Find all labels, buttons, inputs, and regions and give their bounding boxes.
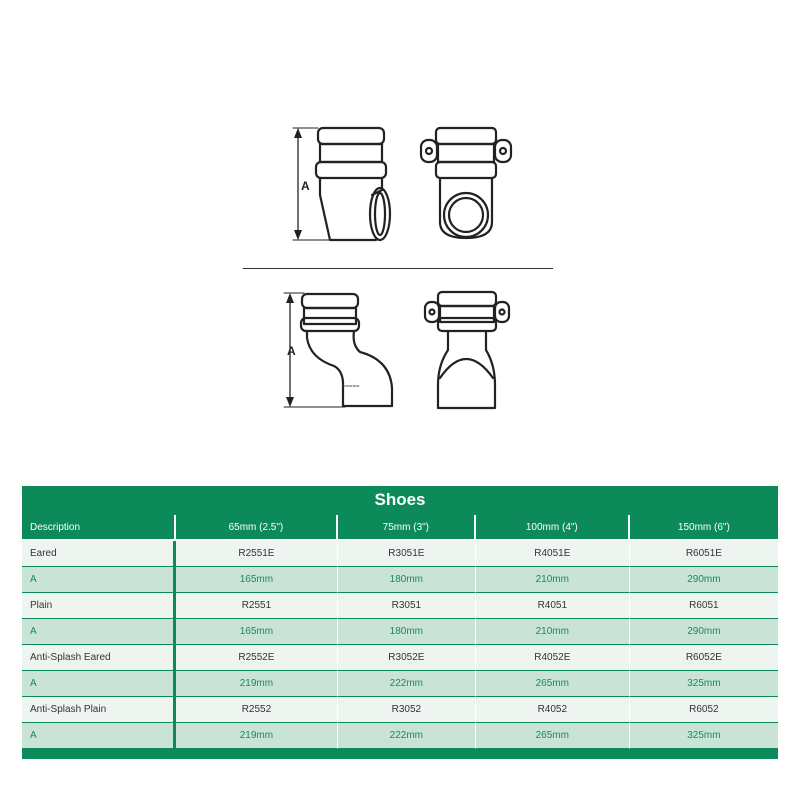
- header-100mm: 100mm (4"): [476, 515, 630, 541]
- product-code-cell: R3051: [338, 593, 476, 619]
- row-label: A: [22, 567, 176, 593]
- dimension-cell: 165mm: [176, 567, 338, 593]
- product-code-cell: R6051E: [630, 541, 778, 567]
- row-label: Anti-Splash Plain: [22, 697, 176, 723]
- product-code-cell: R4052E: [476, 645, 630, 671]
- product-code-cell: R3052: [338, 697, 476, 723]
- row-label: Anti-Splash Eared: [22, 645, 176, 671]
- table-row: [22, 541, 778, 567]
- shoe-front-view-icon: [421, 128, 511, 238]
- anti-splash-front-view-icon: [425, 292, 509, 408]
- table-row: [22, 645, 778, 671]
- section-divider: [243, 268, 553, 269]
- dimension-cell: 222mm: [338, 671, 476, 697]
- dimension-cell: 210mm: [476, 567, 630, 593]
- row-label: A: [22, 619, 176, 645]
- product-code-cell: R3051E: [338, 541, 476, 567]
- anti-splash-side-view-icon: [284, 293, 392, 407]
- dimension-label-a-bottom: A: [287, 344, 296, 358]
- shoes-table: [22, 486, 778, 759]
- product-code-cell: R2552: [176, 697, 338, 723]
- header-65mm: 65mm (2.5"): [176, 515, 338, 541]
- dimension-cell: 290mm: [630, 567, 778, 593]
- specification-table: [22, 515, 778, 749]
- dimension-cell: 165mm: [176, 619, 338, 645]
- product-code-cell: R4051: [476, 593, 630, 619]
- table-row: [22, 671, 778, 697]
- product-code-cell: R3052E: [338, 645, 476, 671]
- product-code-cell: R4051E: [476, 541, 630, 567]
- dimension-cell: 210mm: [476, 619, 630, 645]
- dimension-cell: 265mm: [476, 723, 630, 749]
- product-code-cell: R4052: [476, 697, 630, 723]
- table-row: [22, 593, 778, 619]
- dimension-cell: 219mm: [176, 723, 338, 749]
- product-code-cell: R2551E: [176, 541, 338, 567]
- product-code-cell: R6052: [630, 697, 778, 723]
- header-150mm: 150mm (6"): [630, 515, 778, 541]
- product-code-cell: R2551: [176, 593, 338, 619]
- row-label: Plain: [22, 593, 176, 619]
- dimension-cell: 180mm: [338, 567, 476, 593]
- row-label: A: [22, 723, 176, 749]
- product-code-cell: R6051: [630, 593, 778, 619]
- dimension-cell: 219mm: [176, 671, 338, 697]
- dimension-cell: 325mm: [630, 723, 778, 749]
- dimension-label-a-top: A: [301, 179, 310, 193]
- table-row: [22, 723, 778, 749]
- dimension-cell: 290mm: [630, 619, 778, 645]
- header-row: [22, 515, 778, 541]
- dimension-cell: 325mm: [630, 671, 778, 697]
- row-label: Eared: [22, 541, 176, 567]
- header-description: Description: [22, 515, 176, 541]
- drawing-note: =====: [342, 384, 360, 390]
- table-row: [22, 697, 778, 723]
- row-label: A: [22, 671, 176, 697]
- table-row: [22, 567, 778, 593]
- table-row: [22, 619, 778, 645]
- product-code-cell: R6052E: [630, 645, 778, 671]
- dimension-cell: 222mm: [338, 723, 476, 749]
- dimension-cell: 180mm: [338, 619, 476, 645]
- dimension-cell: 265mm: [476, 671, 630, 697]
- header-75mm: 75mm (3"): [338, 515, 476, 541]
- product-code-cell: R2552E: [176, 645, 338, 671]
- table-title: Shoes: [374, 490, 426, 509]
